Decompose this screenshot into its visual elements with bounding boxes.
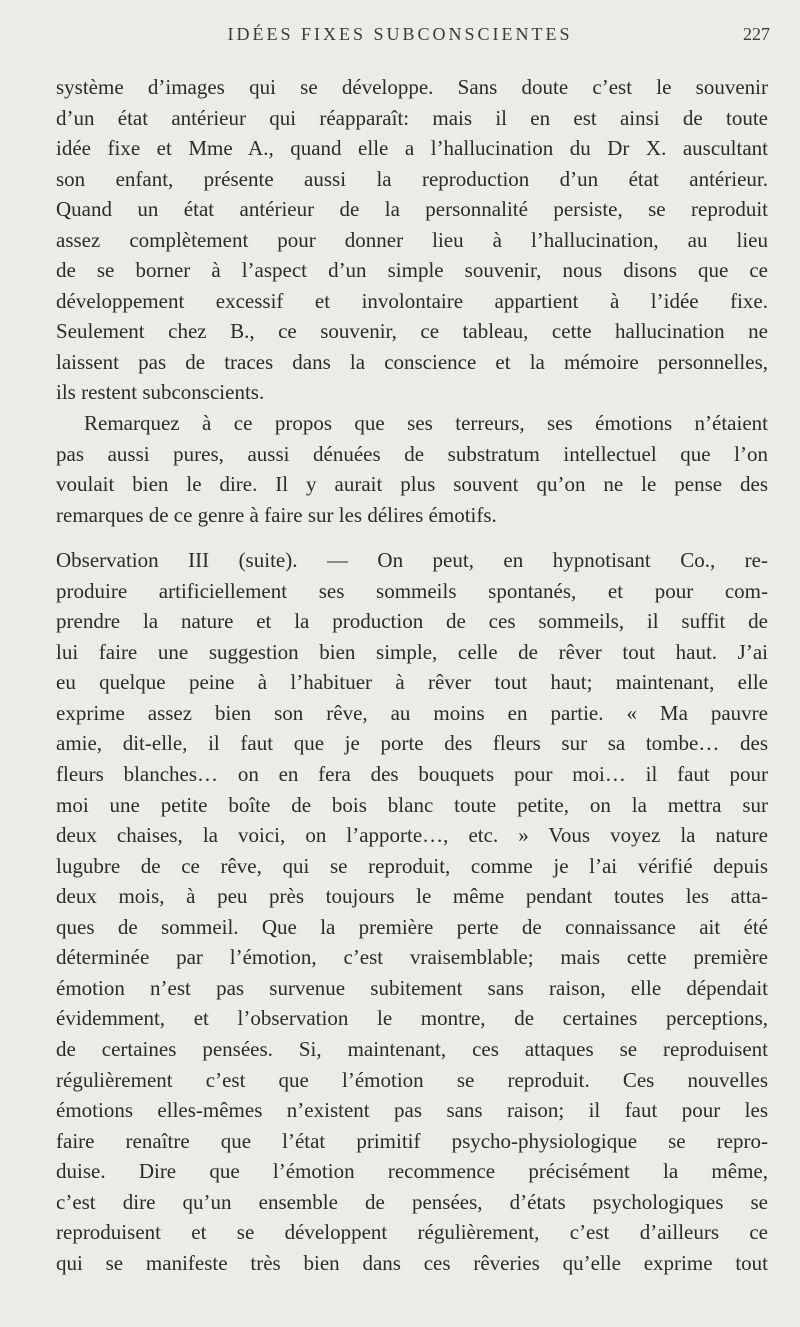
text-line: faire renaître que l’état primitif psycho-physiologique se repro- — [56, 1128, 768, 1153]
text-line: eu quelque peine à l’habituer à rêver tout haut; maintenant, elle — [56, 670, 768, 695]
text-line: idée fixe et Mme A., quand elle a l’hallucination du Dr X. auscultant — [56, 136, 768, 161]
text-line: c’est dire qu’un ensemble de pensées, d’états psychologiques se — [56, 1189, 768, 1214]
paragraph-2 — [56, 408, 768, 530]
text-line: duise. Dire que l’émotion recommence précisément la même, — [56, 1159, 768, 1184]
text-line: déterminée par l’émotion, c’est vraisemblable; mais cette première — [56, 945, 768, 970]
text-line: reproduisent et se développent régulièrement, c’est d’ailleurs ce — [56, 1220, 768, 1245]
text-line: exprime assez bien son rêve, au moins en partie. « Ma pauvre — [56, 700, 768, 725]
text-line: deux chaises, la voici, on l’apporte…, etc. » Vous voyez la nature — [56, 823, 768, 848]
section-gap — [56, 530, 768, 545]
text-line: de certaines pensées. Si, maintenant, ces attaques se reproduisent — [56, 1036, 768, 1061]
text-line: de se borner à l’aspect d’un simple souvenir, nous disons que ce — [56, 258, 768, 283]
text-line: développement excessif et involontaire appartient à l’idée fixe. — [56, 288, 768, 313]
text-line: remarques de ce genre à faire sur les délires émotifs. — [56, 502, 497, 527]
page-number: 227 — [743, 24, 770, 44]
text-line: ques de sommeil. Que la première perte de connaissance ait été — [56, 914, 768, 939]
text-line: assez complètement pour donner lieu à l’hallucination, au lieu — [56, 227, 768, 252]
text-line: émotions elles-mêmes n’existent pas sans raison; il faut pour les — [56, 1098, 768, 1123]
paragraph-1 — [56, 72, 768, 408]
body-text — [56, 72, 768, 1278]
text-line: Seulement chez B., ce souvenir, ce tableau, cette hallucination ne — [56, 319, 768, 344]
text-line: Observation III (suite). — On peut, en hypnotisant Co., re- — [56, 548, 768, 573]
text-line: régulièrement c’est que l’émotion se reproduit. Ces nouvelles — [56, 1067, 768, 1092]
text-line: produire artificiellement ses sommeils spontanés, et pour com- — [56, 578, 768, 603]
text-line: pas aussi pures, aussi dénuées de substratum intellectuel que l’on — [56, 441, 768, 466]
text-line: système d’images qui se développe. Sans doute c’est le souvenir — [56, 75, 768, 99]
text-line: Remarquez à ce propos que ses terreurs, ses émotions n’étaient — [84, 411, 768, 436]
text-line: d’un état antérieur qui réapparaît: mais il en est ainsi de toute — [56, 105, 768, 130]
text-line: amie, dit-elle, il faut que je porte des fleurs sur sa tombe… des — [56, 731, 768, 756]
text-line: lui faire une suggestion bien simple, celle de rêver tout haut. J’ai — [56, 639, 768, 664]
text-line: Quand un état antérieur de la personnalité persiste, se reproduit — [56, 197, 768, 222]
text-line: ils restent subconscients. — [56, 380, 265, 405]
text-line: son enfant, présente aussi la reproduction d’un état antérieur. — [56, 166, 768, 191]
text-line: qui se manifeste très bien dans ces rêveries qu’elle exprime tout — [56, 1250, 768, 1275]
text-line: fleurs blanches… on en fera des bouquets pour moi… il faut pour — [56, 762, 768, 787]
text-line: deux mois, à peu près toujours le même pendant toutes les atta- — [56, 884, 768, 909]
text-line: évidemment, et l’observation le montre, de certaines perceptions, — [56, 1006, 768, 1031]
text-line: moi une petite boîte de bois blanc toute petite, on la mettra sur — [56, 792, 768, 817]
text-line: émotion n’est pas survenue subitement sans raison, elle dépendait — [56, 975, 768, 1000]
running-head — [0, 24, 800, 54]
text-line: prendre la nature et la production de ces sommeils, il suffit de — [56, 609, 768, 634]
text-line: voulait bien le dire. Il y aurait plus souvent qu’on ne le pense des — [56, 472, 768, 497]
text-line: lugubre de ce rêve, qui se reproduit, comme je l’ai vérifié depuis — [56, 853, 768, 878]
running-title: IDÉES FIXES SUBCONSCIENTES — [227, 24, 573, 44]
text-line: laissent pas de traces dans la conscience et la mémoire personnelles, — [56, 349, 768, 374]
paragraph-3 — [56, 545, 768, 1278]
